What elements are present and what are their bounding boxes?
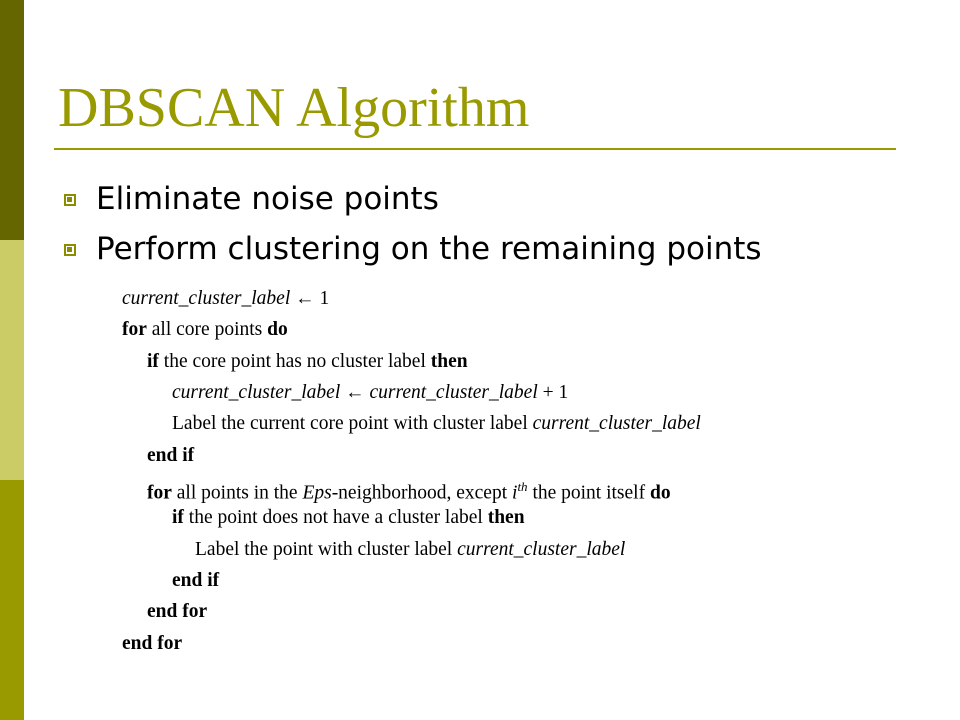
slide-title: DBSCAN Algorithm	[58, 77, 530, 139]
keyword: do	[267, 319, 288, 340]
variable-name: current_cluster_label	[457, 539, 626, 560]
algorithm-line	[122, 287, 329, 311]
statement-text: Label the current core point with cluster label	[172, 413, 533, 434]
statement-text: the core point has no cluster label	[158, 351, 431, 372]
algorithm-line	[147, 350, 468, 374]
variable-name: current_cluster_label	[122, 288, 291, 309]
superscript: th	[517, 479, 528, 494]
keyword: end if	[147, 445, 195, 466]
algorithm-line	[172, 381, 568, 405]
statement-text: Label the point with cluster label	[195, 539, 458, 560]
algorithm-line	[147, 600, 207, 624]
keyword: do	[649, 482, 671, 504]
variable-name: Eps	[302, 482, 332, 504]
bullet-text: Perform clustering on the remaining points	[96, 231, 762, 267]
keyword: for	[122, 319, 147, 340]
algorithm-line	[172, 506, 525, 530]
statement-text: -neighborhood, except	[331, 482, 513, 504]
algorithm-line	[122, 632, 182, 656]
keyword: then	[487, 507, 525, 528]
keyword: end if	[172, 570, 220, 591]
statement-text: the point does not have a cluster label	[183, 507, 488, 528]
keyword: if	[147, 351, 159, 372]
operator: ←	[340, 382, 370, 403]
algorithm-line	[122, 318, 288, 342]
algorithm-line	[147, 475, 671, 506]
keyword: then	[430, 351, 468, 372]
keyword: if	[172, 507, 184, 528]
operator: ← 1	[290, 288, 330, 309]
variable-name: i	[512, 482, 518, 504]
keyword: end for	[122, 633, 183, 654]
algorithm-line	[195, 538, 625, 562]
bullet-text: Eliminate noise points	[96, 181, 439, 217]
statement-text: all points in the	[171, 482, 303, 504]
algorithm-line	[172, 569, 219, 593]
statement-text: the point itself	[527, 482, 650, 504]
algorithm-line	[172, 412, 701, 436]
keyword: end for	[147, 601, 208, 622]
operator: + 1	[537, 382, 569, 403]
algorithm-line	[147, 444, 194, 468]
statement-text: all core points	[146, 319, 268, 340]
variable-name: current_cluster_label	[369, 382, 538, 403]
variable-name: current_cluster_label	[532, 413, 701, 434]
variable-name: current_cluster_label	[172, 382, 341, 403]
keyword: for	[147, 482, 172, 504]
